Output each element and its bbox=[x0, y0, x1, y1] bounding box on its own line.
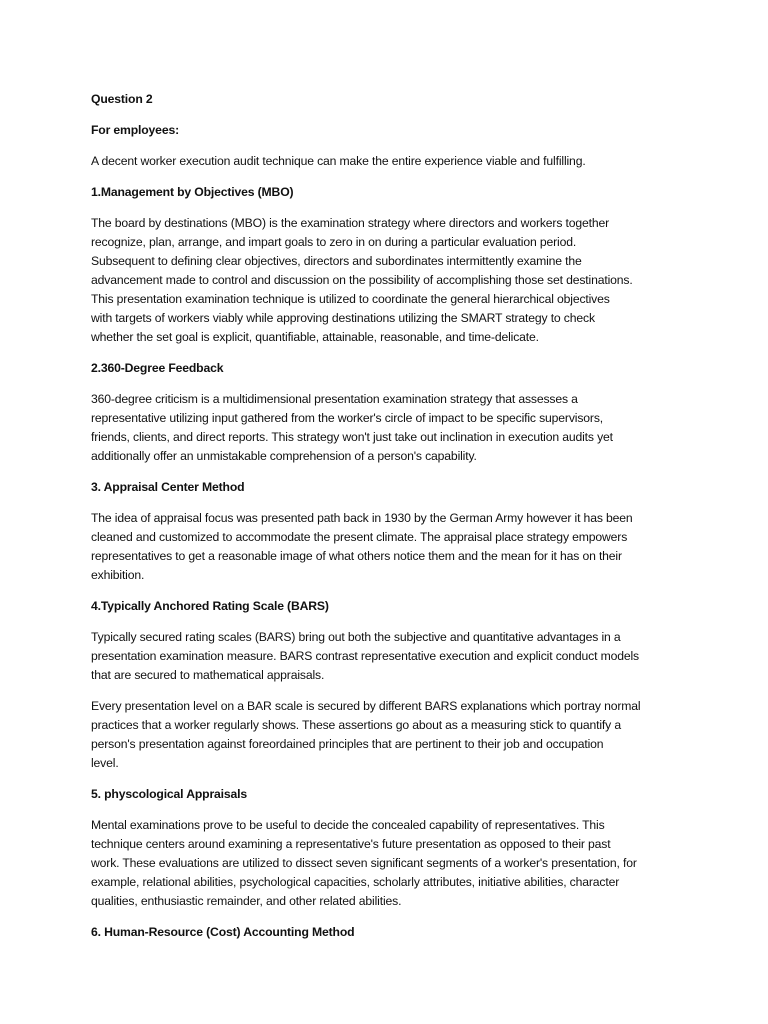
text-line: cleaned and customized to accommodate the present climate. The appraisal place strategy empowers bbox=[91, 530, 628, 544]
section-paragraph bbox=[91, 390, 691, 466]
section-paragraph bbox=[91, 697, 691, 773]
text-line: presentation examination measure. BARS contrast representative execution and explicit conduct models bbox=[91, 649, 639, 663]
text-line: recognize, plan, arrange, and impart goals to zero in on during a particular evaluation period. bbox=[91, 235, 577, 249]
section-heading: 6. Human-Resource (Cost) Accounting Method bbox=[91, 925, 355, 939]
text-line: Typically secured rating scales (BARS) bring out both the subjective and quantitative advantages in a bbox=[91, 630, 621, 644]
text-line: This presentation examination technique is utilized to coordinate the general hierarchical objectives bbox=[91, 292, 610, 306]
section-paragraph bbox=[91, 816, 691, 911]
text-line: qualities, enthusiastic remainder, and other related abilities. bbox=[91, 894, 402, 908]
text-line: Subsequent to defining clear objectives, directors and subordinates intermittently examine the bbox=[91, 254, 582, 268]
text-line: advancement made to control and discussion on the possibility of accomplishing those set destinations. bbox=[91, 273, 633, 287]
text-line: 360-degree criticism is a multidimensional presentation examination strategy that assesses a bbox=[91, 392, 578, 406]
section-paragraph bbox=[91, 214, 691, 347]
section-heading: 2.360-Degree Feedback bbox=[91, 361, 224, 375]
text-line: person's presentation against foreordained principles that are pertinent to their job and occupation bbox=[91, 737, 604, 751]
section-heading: 4.Typically Anchored Rating Scale (BARS) bbox=[91, 599, 329, 613]
text-line: level. bbox=[91, 756, 119, 770]
section-paragraph bbox=[91, 509, 691, 585]
audience-label: For employees: bbox=[91, 123, 179, 137]
text-line: that are secured to mathematical appraisals. bbox=[91, 668, 325, 682]
text-line: Every presentation level on a BAR scale is secured by different BARS explanations which portray normal bbox=[91, 699, 641, 713]
text-line: The idea of appraisal focus was presented path back in 1930 by the German Army however it has been bbox=[91, 511, 633, 525]
text-line: practices that a worker regularly shows. These assertions go about as a measuring stick to quantify a bbox=[91, 718, 621, 732]
section-heading: 3. Appraisal Center Method bbox=[91, 480, 245, 494]
section-heading: 5. physcological Appraisals bbox=[91, 787, 248, 801]
text-line: representative utilizing input gathered from the worker's circle of impact to be specific supervisors, bbox=[91, 411, 604, 425]
text-line: whether the set goal is explicit, quantifiable, attainable, reasonable, and time-delicate. bbox=[91, 330, 539, 344]
text-line: Mental examinations prove to be useful to decide the concealed capability of representatives. This bbox=[91, 818, 605, 832]
question-title: Question 2 bbox=[91, 92, 153, 106]
text-line: additionally offer an unmistakable comprehension of a person's capability. bbox=[91, 449, 477, 463]
intro-paragraph: A decent worker execution audit technique can make the entire experience viable and fulfilling. bbox=[91, 154, 586, 168]
text-line: exhibition. bbox=[91, 568, 145, 582]
text-line: example, relational abilities, psychological capacities, scholarly attributes, initiative abilities, character bbox=[91, 875, 620, 889]
text-line: The board by destinations (MBO) is the examination strategy where directors and workers together bbox=[91, 216, 610, 230]
text-line: technique centers around examining a representative's future presentation as opposed to their past bbox=[91, 837, 611, 851]
document-page bbox=[91, 90, 691, 942]
sections bbox=[91, 183, 691, 942]
text-line: with targets of workers viably while approving destinations utilizing the SMART strategy to check bbox=[91, 311, 595, 325]
section-paragraph bbox=[91, 628, 691, 685]
text-line: friends, clients, and direct reports. This strategy won't just take out inclination in execution audits yet bbox=[91, 430, 613, 444]
section-heading: 1.Management by Objectives (MBO) bbox=[91, 185, 294, 199]
text-line: work. These evaluations are utilized to dissect seven significant segments of a worker's presentation, for bbox=[91, 856, 637, 870]
text-line: representatives to get a reasonable image of what others notice them and the mean for it has on their bbox=[91, 549, 622, 563]
